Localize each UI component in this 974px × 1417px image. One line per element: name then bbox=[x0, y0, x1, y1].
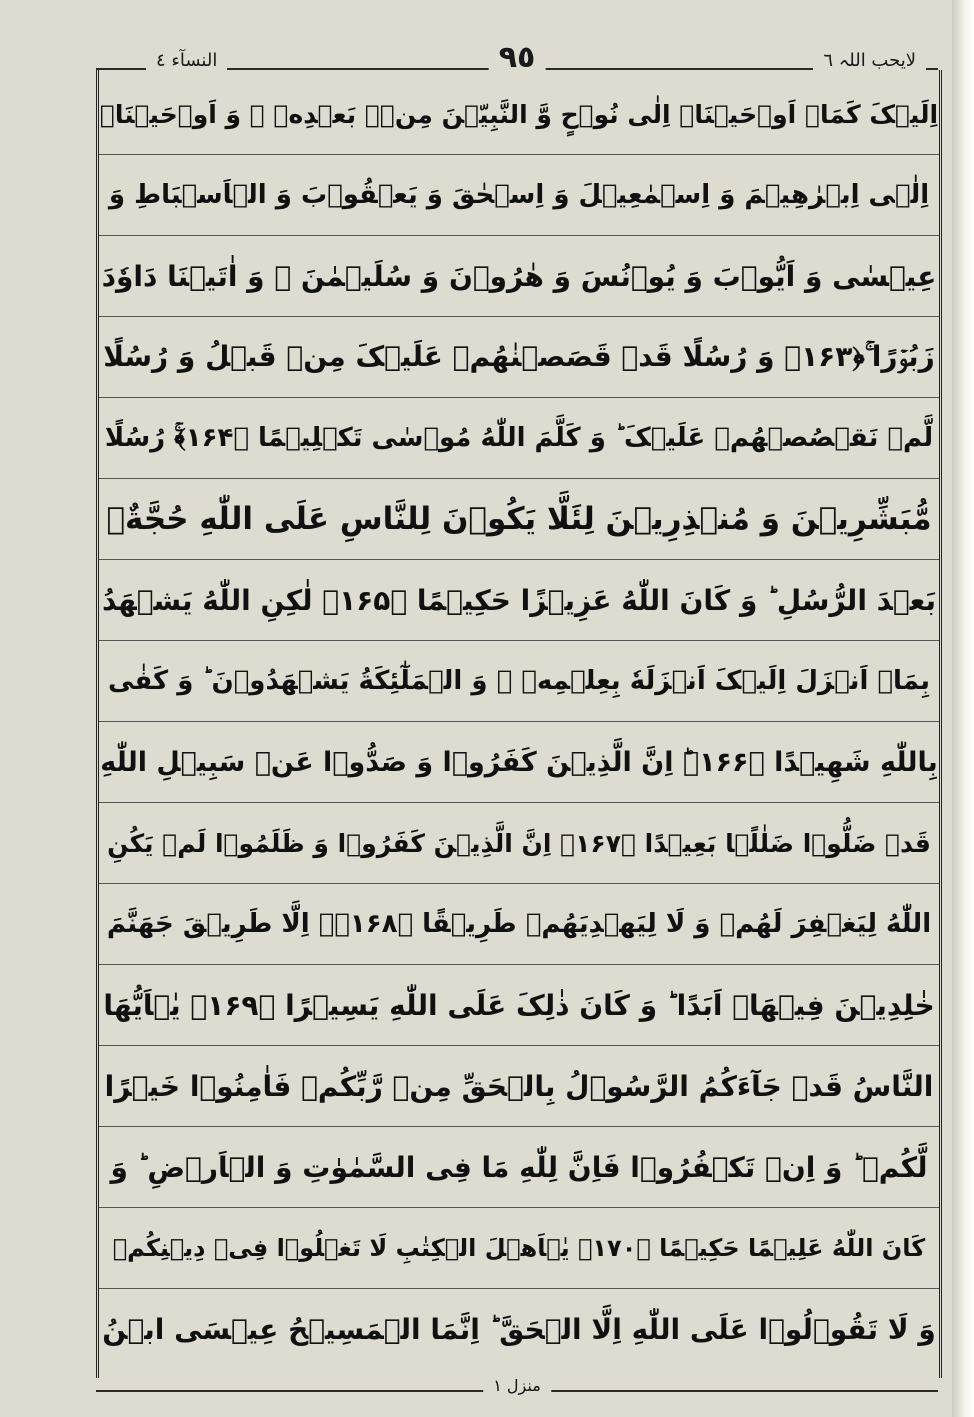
text-line: عِیۡسٰی وَ اَیُّوۡبَ وَ یُوۡنُسَ وَ هٰرُوۡنَ وَ سُلَیۡمٰنَ ۚ وَ اٰتَیۡنَا دَاوٗدَ bbox=[99, 236, 939, 317]
text-line: بَعۡدَ الرُّسُلِ ؕ وَ کَانَ اللّٰهُ عَزِیۡزًا حَکِیۡمًا ﴿۱۶۵﴾ لٰکِنِ اللّٰهُ یَشۡهَدُ bbox=[99, 560, 939, 641]
page-footer bbox=[96, 1376, 938, 1406]
text-line: خٰلِدِیۡنَ فِیۡهَاۤ اَبَدًا ؕ وَ کَانَ ذٰلِکَ عَلَی اللّٰهِ یَسِیۡرًا ﴿۱۶۹﴾ یٰۤاَیُّهَا bbox=[99, 965, 939, 1046]
text-line: اللّٰهُ لِیَغۡفِرَ لَهُمۡ وَ لَا لِیَهۡدِیَهُمۡ طَرِیۡقًا ﴿۱۶۸﴾ۙ اِلَّا طَرِیۡقَ جَهَنَّمَ bbox=[99, 884, 939, 965]
text-line: اِلَیۡکَ کَمَاۤ اَوۡحَیۡنَاۤ اِلٰی نُوۡحٍ وَّ النَّبِیّٖنَ مِنۡۢ بَعۡدِهٖ ۚ وَ اَوۡحَیۡنَاۤ bbox=[99, 74, 939, 155]
text-line: زَبُوۡرًا ۚ﴿۱۶۳﴾ وَ رُسُلًا قَدۡ قَصَصۡنٰهُمۡ عَلَیۡکَ مِنۡ قَبۡلُ وَ رُسُلًا bbox=[99, 317, 939, 398]
text-line: بِمَاۤ اَنۡزَلَ اِلَیۡکَ اَنۡزَلَهٗ بِعِلۡمِهٖ ۚ وَ الۡمَلٰٓئِکَةُ یَشۡهَدُوۡنَ ؕ وَ کَفٰی bbox=[99, 641, 939, 722]
text-line: اِلٰۤی اِبۡرٰهِیۡمَ وَ اِسۡمٰعِیۡلَ وَ اِسۡحٰقَ وَ یَعۡقُوۡبَ وَ الۡاَسۡبَاطِ وَ bbox=[99, 155, 939, 236]
text-line: النَّاسُ قَدۡ جَآءَکُمُ الرَّسُوۡلُ بِالۡحَقِّ مِنۡ رَّبِّکُمۡ فَاٰمِنُوۡا خَیۡرًا bbox=[99, 1046, 939, 1127]
text-line: لَّکُمۡ ؕ وَ اِنۡ تَکۡفُرُوۡا فَاِنَّ لِلّٰهِ مَا فِی السَّمٰوٰتِ وَ الۡاَرۡضِ ؕ وَ bbox=[99, 1127, 939, 1208]
text-line: وَ لَا تَقُوۡلُوۡا عَلَی اللّٰهِ اِلَّا الۡحَقَّ ؕ اِنَّمَا الۡمَسِیۡحُ عِیۡسَی ابۡنُ bbox=[102, 1312, 936, 1346]
juz-title: لایحب اللہ ٦ bbox=[813, 50, 926, 71]
text-line: کَانَ اللّٰهُ عَلِیۡمًا حَکِیۡمًا ﴿۱۷۰﴾ یٰۤاَهۡلَ الۡکِتٰبِ لَا تَغۡلُوۡا فِیۡ دِیۡنِکُمۡ bbox=[99, 1208, 939, 1289]
text-line: لَّمۡ نَقۡصُصۡهُمۡ عَلَیۡکَ ؕ وَ کَلَّمَ اللّٰهُ مُوۡسٰی تَکۡلِیۡمًا ﴿۱۶۴﴾ۚ رُسُلًا bbox=[99, 398, 939, 479]
surah-title: النسآء ٤ bbox=[146, 50, 227, 71]
page-number: ٩٥ bbox=[489, 40, 546, 75]
text-line: مُّبَشِّرِیۡنَ وَ مُنۡذِرِیۡنَ لِئَلَّا یَکُوۡنَ لِلنَّاسِ عَلَی اللّٰهِ حُجَّةٌۢ bbox=[99, 479, 939, 560]
text-line: قَدۡ ضَلُّوۡا ضَلٰلًۢا بَعِیۡدًا ﴿۱۶۷﴾ اِنَّ الَّذِیۡنَ کَفَرُوۡا وَ ظَلَمُوۡا لَمۡ یَکُنِ bbox=[99, 803, 939, 884]
manzil-label: منزل ١ bbox=[483, 1376, 551, 1395]
text-frame bbox=[96, 70, 942, 1378]
text-line: بِاللّٰهِ شَهِیۡدًا ﴿۱۶۶﴾ؕ اِنَّ الَّذِیۡنَ کَفَرُوۡا وَ صَدُّوۡا عَنۡ سَبِیۡلِ اللّٰهِ bbox=[99, 722, 939, 803]
page-binding-edge bbox=[952, 0, 974, 1417]
